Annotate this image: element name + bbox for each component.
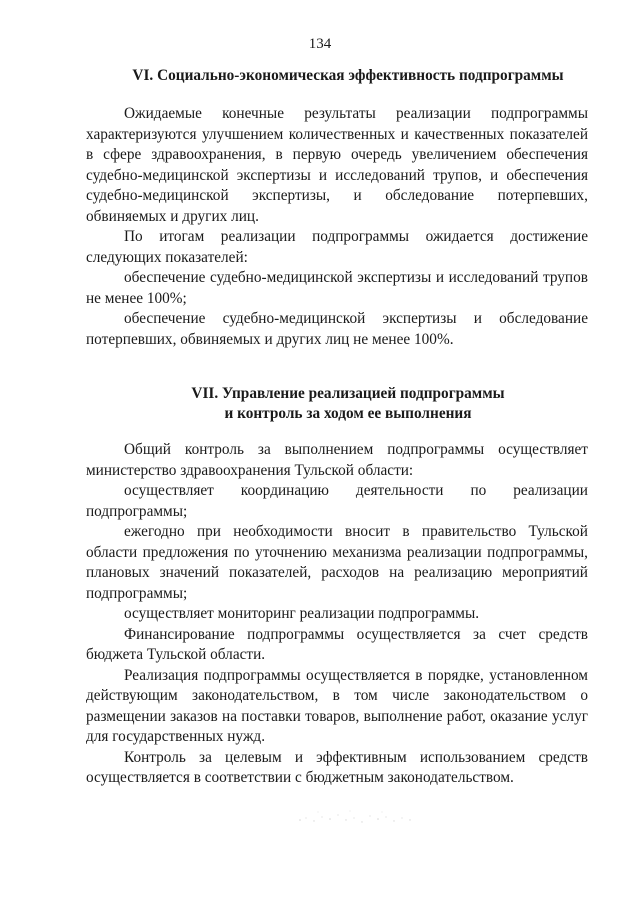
section-7-paragraph: Общий контроль за выполнением подпрограммы осуществляет министерство здравоохранения Тульской области: bbox=[86, 441, 588, 479]
section-7-paragraph: ежегодно при необходимости вносит в правительство Тульской области предложения по уточнению механизма реализации подпрограммы, плановых значений показателей, расходов на реализацию мероприятий подпрограммы; bbox=[86, 523, 588, 602]
section-7-title-line-2: и контроль за ходом ее выполнения bbox=[224, 405, 472, 422]
section-7-paragraph: Контроль за целевым и эффективным использованием средств осуществляется в соответствии с бюджетным законодательством. bbox=[86, 748, 588, 786]
section-6-body bbox=[86, 104, 588, 350]
section-7-title bbox=[0, 384, 640, 424]
section-6-title: VI. Социально-экономическая эффективность подпрограммы bbox=[132, 67, 564, 84]
section-7-paragraph: Реализация подпрограммы осуществляется в порядке, установленном действующим законодательством, в том числе законодательством о размещении заказов на поставки товаров, выполнение работ, оказание услуг для государственных нужд. bbox=[86, 666, 588, 745]
section-6-paragraph: Ожидаемые конечные результаты реализации подпрограммы характеризуются улучшением количественных и качественных показателей в сфере здравоохранения, в первую очередь увеличением обеспечения судебно-медицинской экспертизы и исследований трупов, и обеспечения судебно-медицинской экспертизы, и обследование потерпевших, обвиняемых и других лиц. bbox=[86, 105, 588, 225]
section-7-title-line-1: VII. Управление реализацией подпрограммы bbox=[191, 385, 505, 402]
section-6-paragraph: обеспечение судебно-медицинской экспертизы и обследование потерпевших, обвиняемых и других лиц не менее 100%. bbox=[86, 310, 588, 348]
page-number: 134 bbox=[308, 36, 332, 52]
section-7-body bbox=[86, 440, 588, 789]
section-7-paragraph: осуществляет мониторинг реализации подпрограммы. bbox=[124, 605, 480, 622]
section-7-paragraph: Финансирование подпрограммы осуществляется за счет средств бюджета Тульской области. bbox=[86, 625, 588, 663]
scan-artifact bbox=[292, 806, 422, 828]
section-6-paragraph: По итогам реализации подпрограммы ожидается достижение следующих показателей: bbox=[86, 228, 588, 266]
section-7-paragraph: осуществляет координацию деятельности по реализации подпрограммы; bbox=[86, 482, 588, 520]
section-6-paragraph: обеспечение судебно-медицинской экспертизы и исследований трупов не менее 100%; bbox=[86, 269, 588, 307]
